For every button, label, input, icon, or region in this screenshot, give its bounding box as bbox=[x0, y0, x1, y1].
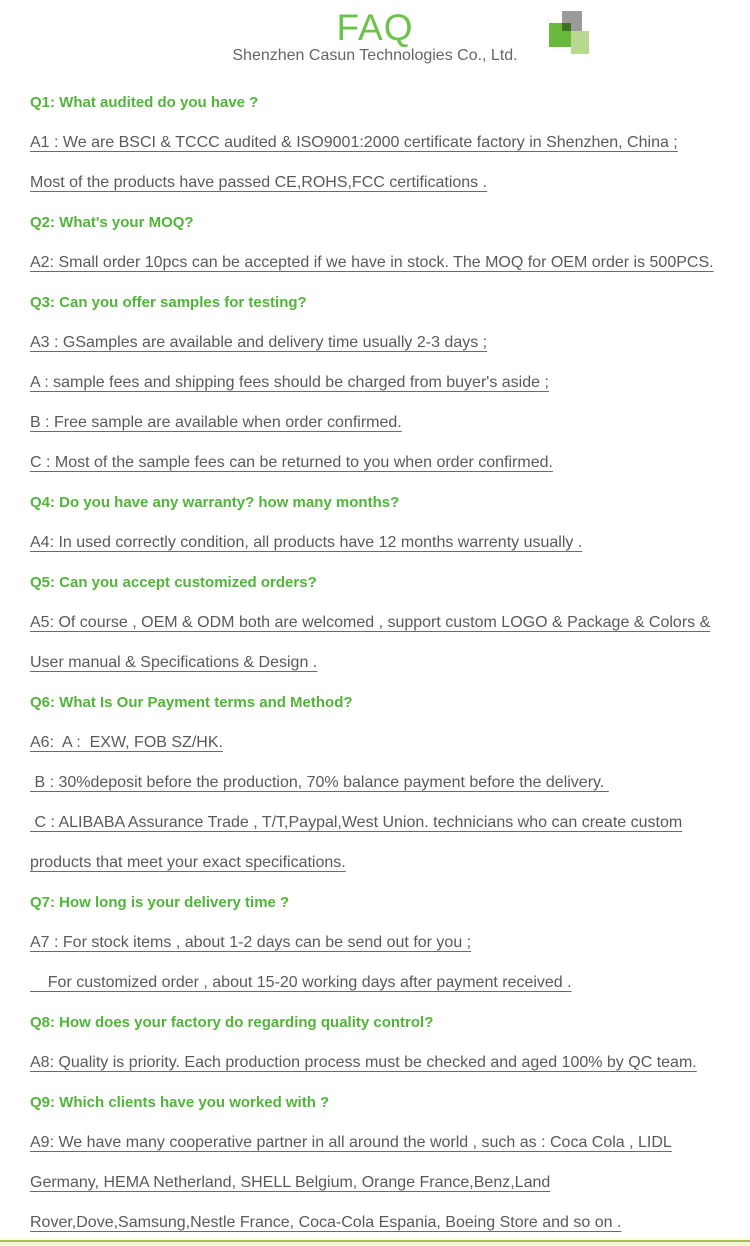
faq-answer-text: A4: In used correctly condition, all products have 12 months warrenty usually . bbox=[30, 534, 583, 551]
faq-answer-text: C : ALIBABA Assurance Trade , T/T,Paypal,West Union. technicians who can create custom bbox=[30, 814, 683, 831]
faq-answer-text: A3 : GSamples are available and delivery time usually 2-3 days ; bbox=[30, 334, 488, 351]
faq-question: Q7: How long is your delivery time ? bbox=[30, 894, 290, 911]
faq-question: Q8: How does your factory do regarding quality control? bbox=[30, 1014, 434, 1031]
faq-question: Q3: Can you offer samples for testing? bbox=[30, 294, 307, 311]
faq-answer-line bbox=[30, 323, 750, 363]
faq-answer-text: A2: Small order 10pcs can be accepted if we have in stock. The MOQ for OEM order is 500PCS. bbox=[30, 254, 714, 271]
faq-answer-line bbox=[30, 403, 750, 443]
faq-answer-text: B : Free sample are available when order confirmed. bbox=[30, 414, 402, 431]
faq-question: Q4: Do you have any warranty? how many months? bbox=[30, 494, 400, 511]
faq-answer-text: A9: We have many cooperative partner in all around the world , such as : Coca Cola , LIDL bbox=[30, 1134, 672, 1151]
faq-answer-line bbox=[30, 1163, 750, 1203]
faq-answer-text: A8: Quality is priority. Each production process must be checked and aged 100% by QC team. bbox=[30, 1054, 697, 1071]
faq-answer-line bbox=[30, 603, 750, 643]
page-header bbox=[0, 0, 750, 83]
footer-divider bbox=[0, 1240, 750, 1246]
company-name: Shenzhen Casun Technologies Co., Ltd. bbox=[232, 47, 518, 64]
faq-answer-line bbox=[30, 443, 750, 483]
faq-answer-line bbox=[30, 1203, 750, 1243]
faq-answer-text: User manual & Specifications & Design . bbox=[30, 654, 318, 671]
faq-answer-line bbox=[30, 123, 750, 163]
faq-answer-text: A1 : We are BSCI & TCCC audited & ISO9001:2000 certificate factory in Shenzhen, China ; bbox=[30, 134, 678, 151]
company-logo-icon bbox=[549, 11, 590, 56]
faq-answer-line bbox=[30, 243, 750, 283]
logo-light-green-square bbox=[571, 31, 589, 54]
faq-question: Q2: What's your MOQ? bbox=[30, 214, 194, 231]
faq-answer-text: Rover,Dove,Samsung,Nestle France, Coca-Cola Espania, Boeing Store and so on . bbox=[30, 1214, 622, 1231]
faq-answer-text: A7 : For stock items , about 1-2 days can be send out for you ; bbox=[30, 934, 472, 951]
faq-answer-text: Most of the products have passed CE,ROHS,FCC certifications . bbox=[30, 174, 488, 191]
faq-answer-text: A : sample fees and shipping fees should be charged from buyer's aside ; bbox=[30, 374, 549, 391]
faq-answer-text: A6: A : EXW, FOB SZ/HK. bbox=[30, 734, 223, 751]
faq-answer-line bbox=[30, 1043, 750, 1083]
logo-green-square bbox=[549, 23, 571, 47]
faq-answer-text: Germany, HEMA Netherland, SHELL Belgium, Orange France,Benz,Land bbox=[30, 1174, 551, 1191]
faq-answer-line bbox=[30, 523, 750, 563]
faq-question: Q6: What Is Our Payment terms and Method? bbox=[30, 694, 353, 711]
faq-answer-line bbox=[30, 363, 750, 403]
faq-answer-line bbox=[30, 963, 750, 1003]
faq-answer-line bbox=[30, 843, 750, 883]
faq-list bbox=[0, 83, 750, 1243]
faq-question: Q9: Which clients have you worked with ? bbox=[30, 1094, 330, 1111]
page-title: FAQ bbox=[336, 7, 414, 48]
faq-answer-line bbox=[30, 1123, 750, 1163]
faq-question: Q5: Can you accept customized orders? bbox=[30, 574, 317, 591]
faq-answer-text: For customized order , about 15-20 working days after payment received . bbox=[30, 974, 572, 991]
faq-answer-text: products that meet your exact specifications. bbox=[30, 854, 346, 871]
faq-answer-line bbox=[30, 643, 750, 683]
faq-answer-text: A5: Of course , OEM & ODM both are welcomed , support custom LOGO & Package & Colors & bbox=[30, 614, 711, 631]
faq-question: Q1: What audited do you have ? bbox=[30, 94, 259, 111]
faq-answer-text: C : Most of the sample fees can be returned to you when order confirmed. bbox=[30, 454, 553, 471]
faq-answer-line bbox=[30, 723, 750, 763]
faq-answer-text: B : 30%deposit before the production, 70% balance payment before the delivery. bbox=[30, 774, 609, 791]
faq-answer-line bbox=[30, 923, 750, 963]
faq-answer-line bbox=[30, 803, 750, 843]
faq-answer-line bbox=[30, 763, 750, 803]
faq-answer-line bbox=[30, 163, 750, 203]
